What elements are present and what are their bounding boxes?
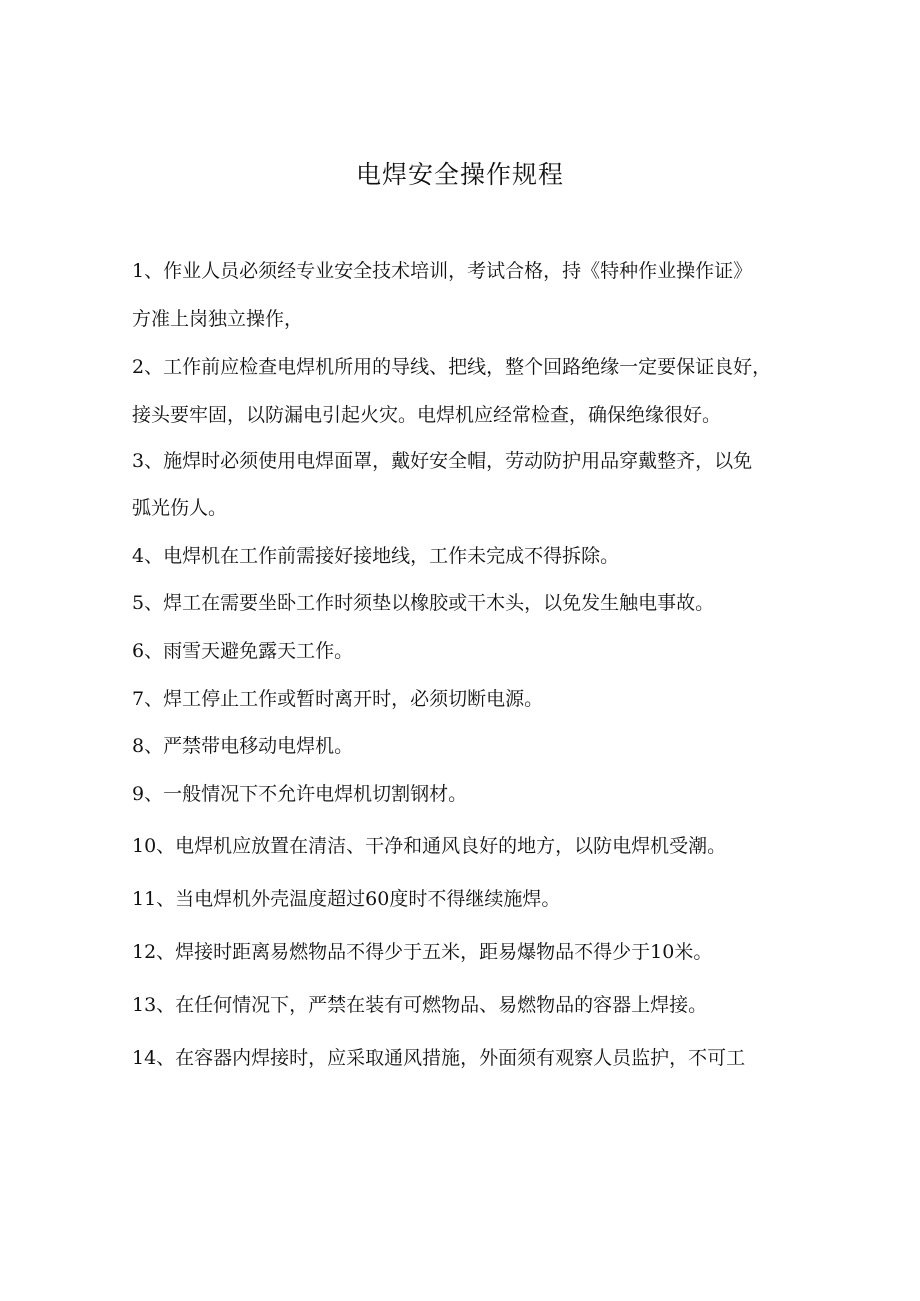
rule-line: 7、焊工停止工作或暂时离开时，必须切断电源。 [132,688,544,710]
rule-line: 6、雨雪天避免露天工作。 [132,640,354,662]
rule-line: 1、作业人员必须经专业安全技术培训，考试合格，持《特种作业操作证》 [132,260,753,282]
rule-line: 3、施焊时必须使用电焊面罩，戴好安全帽，劳动防护用品穿戴整齐，以免 [132,450,753,472]
rule-line: 弧光伤人。 [132,497,228,519]
rule-line: 接头要牢固，以防漏电引起火灾。电焊机应经常检查，确保绝缘很好。 [132,404,722,426]
rule-line: 2、工作前应检查电焊机所用的导线、把线，整个回路绝缘一定要保证良好， [132,356,772,378]
rule-line: 8、严禁带电移动电焊机。 [132,735,354,757]
rule-line: 方准上岗独立操作， [132,308,304,330]
rule-line: 9、一般情况下不允许电焊机切割钢材。 [132,783,468,805]
rule-line: 13、在任何情况下，严禁在装有可燃物品、易燃物品的容器上焊接。 [132,994,708,1016]
rule-line: 11、当电焊机外壳温度超过60度时不得继续施焊。 [132,888,561,910]
rule-line: 4、电焊机在工作前需接好接地线，工作未完成不得拆除。 [132,545,620,567]
rule-line: 10、电焊机应放置在清洁、干净和通风良好的地方，以防电焊机受潮。 [132,835,727,857]
document-title: 电焊安全操作规程 [355,160,564,189]
rule-line: 5、焊工在需要坐卧工作时须垫以橡胶或干木头，以免发生触电事故。 [132,592,715,614]
rule-line: 12、焊接时距离易燃物品不得少于五米，距易爆物品不得少于10米。 [132,941,713,963]
rule-line: 14、在容器内焊接时，应采取通风措施，外面须有观察人员监护，不可工 [132,1047,746,1069]
